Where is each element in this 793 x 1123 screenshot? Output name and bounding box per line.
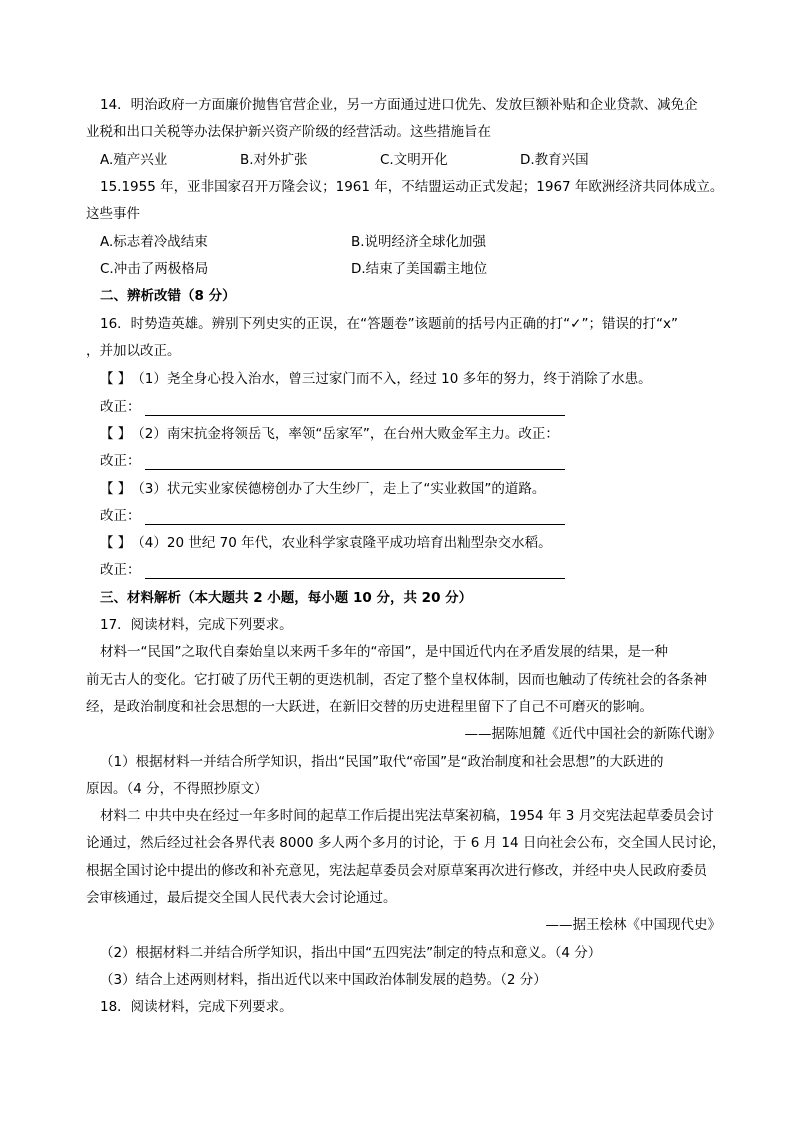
q17-question3: （3）结合上述两则材料，指出近代以来中国政治体制发展的趋势。（2 分） <box>100 972 547 988</box>
q15-option-c: C.冲击了两极格局 <box>100 261 209 277</box>
q15-stem-line2: 这些事件 <box>86 206 140 222</box>
q17-material2-line1: 材料二 中共中央在经过一年多时间的起草工作后提出宪法草案初稿，1954 年 3 月交宪法起草委员会讨 <box>100 808 714 824</box>
correction-label: 改正： <box>100 399 141 415</box>
q16-correction-3 <box>100 507 565 525</box>
q17-question2: （2）根据材料二并结合所学知识，指出中国“五四宪法”制定的特点和意义。（4 分） <box>100 945 602 961</box>
q16-item-2 <box>100 425 559 443</box>
q16-correction-1 <box>100 398 565 416</box>
q16-item-3 <box>100 480 545 498</box>
correction-blank-2[interactable] <box>145 455 565 470</box>
answer-bracket[interactable]: 【 】 <box>100 426 132 442</box>
q17-material1-line1: 材料一“民国”之取代自秦始皇以来两千多年的“帝国”，是中国近代内在矛盾发展的结果，是一种 <box>100 644 668 660</box>
q16-item-1 <box>100 370 652 388</box>
correction-label: 改正： <box>100 562 141 578</box>
q14-option-d: D.教育兴国 <box>520 152 589 168</box>
correction-label: 改正： <box>100 453 141 469</box>
q15-option-a: A.标志着冷战结束 <box>100 234 208 250</box>
q16-item-1-text: （1）尧全身心投入治水，曾三过家门而不入，经过 10 多年的努力，终于消除了水患。 <box>131 371 652 387</box>
section-2-title: 二、辨析改错（8 分） <box>100 288 236 304</box>
q17-material2-source: ——据王桧林《中国现代史》 <box>545 917 721 933</box>
q17-material2-line3: 根据全国讨论中提出的修改和补充意见，宪法起草委员会对原草案再次进行修改，并经中央人民政府委员 <box>86 863 707 879</box>
q14-stem-line2: 业税和出口关税等办法保护新兴资产阶级的经营活动。这些措施旨在 <box>86 124 491 140</box>
q17-material1-line3: 经，是政治制度和社会思想的一大跃进，在新旧交替的历史进程里留下了自己不可磨灭的影响。 <box>86 699 653 715</box>
q15-option-b: B.说明经济全球化加强 <box>351 234 487 250</box>
q14-option-a: A.殖产兴业 <box>100 152 168 168</box>
correction-blank-3[interactable] <box>145 510 565 525</box>
q17-question1-line1: （1）根据材料一并结合所学知识，指出“民国”取代“帝国”是“政治制度和社会思想”的大跃进的 <box>100 754 664 770</box>
correction-blank-4[interactable] <box>145 564 565 579</box>
q16-stem-line2: ，并加以改正。 <box>86 343 181 359</box>
q15-option-d: D.结束了美国霸主地位 <box>351 261 488 277</box>
q16-correction-4 <box>100 561 565 579</box>
correction-label: 改正： <box>100 508 141 524</box>
q16-item-4-text: （4）20 世纪 70 年代，农业科学家袁隆平成功培育出籼型杂交水稻。 <box>131 535 552 551</box>
q17-material1-source: ——据陈旭麓《近代中国社会的新陈代谢》 <box>464 726 721 742</box>
section-3-title: 三、材料解析（本大题共 2 小题，每小题 10 分，共 20 分） <box>100 590 473 606</box>
q17-material2-line4: 会审核通过，最后提交全国人民代表大会讨论通过。 <box>86 890 397 906</box>
q14-option-c: C.文明开化 <box>380 152 448 168</box>
q17-question1-line2: 原因。（4 分，不得照抄原文） <box>86 781 268 797</box>
q16-correction-2 <box>100 452 565 470</box>
q17-material1-line2: 前无古人的变化。它打破了历代王朝的更迭机制，否定了整个皇权体制，因而也触动了传统社会的各条神 <box>86 672 707 688</box>
q16-item-3-text: （3）状元实业家侯德榜创办了大生纱厂，走上了“实业救国”的道路。 <box>131 481 546 497</box>
q16-item-4 <box>100 534 552 552</box>
q14-option-b: B.对外扩张 <box>240 152 308 168</box>
q18-intro: 18．阅读材料，完成下列要求。 <box>100 999 293 1015</box>
answer-bracket[interactable]: 【 】 <box>100 371 132 387</box>
q15-stem-line1: 15.1955 年，亚非国家召开万隆会议；1961 年，不结盟运动正式发起；1967 年欧洲经济共同体成立。 <box>100 179 724 195</box>
answer-bracket[interactable]: 【 】 <box>100 535 132 551</box>
q16-stem-line1: 16．时势造英雄。辨别下列史实的正误，在“答题卷”该题前的括号内正确的打“✓”；错误的打“x” <box>100 316 678 332</box>
answer-bracket[interactable]: 【 】 <box>100 481 132 497</box>
q17-intro: 17．阅读材料，完成下列要求。 <box>100 617 293 633</box>
correction-blank-1[interactable] <box>145 401 565 416</box>
q14-stem-line1: 14．明治政府一方面廉价抛售官营企业，另一方面通过进口优先、发放巨额补贴和企业贷款、减免企 <box>100 97 698 113</box>
q16-item-2-text: （2）南宋抗金将领岳飞，率领“岳家军”，在台州大败金军主力。改正： <box>131 426 559 442</box>
q17-material2-line2: 论通过，然后经过社会各界代表 8000 多人两个多月的讨论，于 6 月 14 日向社会公布，交全国人民讨论， <box>86 835 726 851</box>
